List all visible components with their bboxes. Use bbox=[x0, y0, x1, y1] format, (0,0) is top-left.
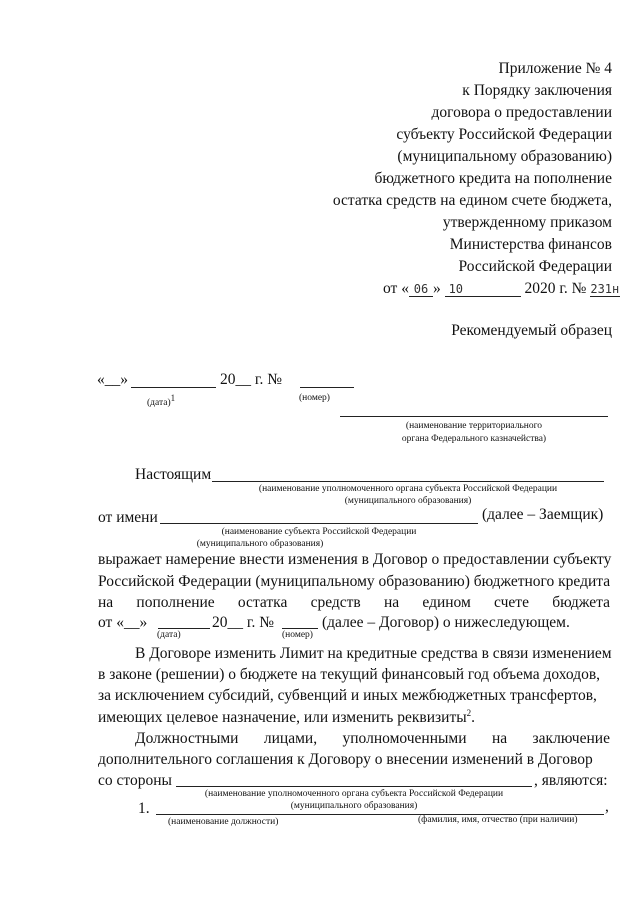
header-line-6: бюджетного кредита на пополнение bbox=[374, 170, 612, 187]
para1-number-line bbox=[282, 628, 318, 629]
header-line-3: договора о предоставлении bbox=[431, 104, 612, 121]
para1-line2: Российской Федерации (муниципальному образованию) бюджетного кредита bbox=[98, 573, 611, 590]
number-caption: (номер) bbox=[299, 393, 330, 403]
order-date-line bbox=[383, 280, 620, 298]
para2-line4: имеющих целевое назначение, или изменить реквизиты$^2$. bbox=[98, 708, 476, 727]
para2-line1: В Договоре изменить Лимит на кредитные средства в связи изменением bbox=[135, 645, 612, 662]
para1-end: (далее – Договор) о нижеследующем. bbox=[322, 614, 570, 631]
recommended-sample: Рекомендуемый образец bbox=[451, 322, 612, 339]
para1-date-line bbox=[158, 628, 210, 629]
treasury-caption-1: (наименование территориального bbox=[405, 421, 543, 431]
para1-year: 20__ г. № bbox=[212, 614, 275, 631]
side-caption-1: (наименование уполномоченного органа субъекта Российской Федерации bbox=[204, 789, 504, 799]
para1-line3 bbox=[98, 594, 610, 612]
date-caption: (дата)1 bbox=[147, 393, 176, 409]
date-quote: «__» bbox=[97, 371, 128, 388]
word: остатка bbox=[237, 594, 288, 611]
date-year-number: 20__ г. № bbox=[220, 371, 283, 388]
para1-number-caption: (номер) bbox=[282, 630, 313, 640]
para2-line2: в законе (решении) о бюджете на текущий финансовый год объема доходов, bbox=[98, 666, 601, 683]
organ-caption-2: (муниципального образования) bbox=[344, 496, 472, 506]
item-1-number: 1. bbox=[138, 800, 150, 817]
number-line bbox=[300, 387, 354, 388]
para1-line1: выражает намерение внести изменения в Договор о предоставлении субъекту bbox=[98, 551, 612, 568]
order-year: 2020 г. № bbox=[524, 280, 587, 297]
header-line-1: Приложение № 4 bbox=[498, 60, 612, 77]
word: едином bbox=[422, 594, 471, 611]
header-line-4: субъекту Российской Федерации bbox=[396, 126, 612, 143]
word: счете bbox=[494, 594, 529, 611]
header-line-5: (муниципальному образованию) bbox=[397, 148, 612, 165]
ot-imeni: от имени bbox=[98, 509, 158, 526]
subject-line bbox=[160, 523, 478, 524]
word: пополнение bbox=[136, 594, 215, 611]
header-line-8: утвержденному приказом bbox=[442, 214, 612, 231]
date-line bbox=[131, 387, 216, 388]
item-1-comma: , bbox=[605, 798, 609, 815]
nastoyashchim: Настоящим bbox=[135, 466, 212, 483]
word: на bbox=[383, 594, 400, 611]
treasury-line bbox=[340, 416, 608, 417]
order-prefix: от « bbox=[383, 280, 409, 297]
side-caption-2: (муниципального образования) bbox=[290, 801, 418, 811]
treasury-caption-2: органа Федерального казначейства) bbox=[401, 434, 547, 444]
zaemshchik: (далее – Заемщик) bbox=[482, 506, 604, 523]
order-day: 06 bbox=[409, 282, 433, 297]
para1-ot: от «__» bbox=[98, 614, 148, 631]
para1-date-caption: (дата) bbox=[157, 630, 181, 640]
order-mid: » bbox=[432, 280, 441, 297]
header-line-7: остатка средств на едином счете бюджета, bbox=[332, 192, 612, 209]
header-line-9: Министерства финансов bbox=[449, 236, 612, 253]
order-month: 10 bbox=[445, 282, 521, 297]
subject-caption-1: (наименование субъекта Российской Федерации bbox=[221, 527, 417, 537]
word: на bbox=[491, 730, 508, 747]
so-storony: со стороны bbox=[98, 772, 172, 789]
fio-caption: (фамилия, имя, отчество (при наличии) bbox=[418, 815, 578, 825]
side-line bbox=[176, 786, 532, 787]
order-number: 231н bbox=[590, 282, 620, 296]
organ-caption-1: (наименование уполномоченного органа субъекта Российской Федерации bbox=[258, 484, 558, 494]
word: на bbox=[98, 594, 114, 611]
position-caption: (наименование должности) bbox=[168, 817, 279, 827]
header-line-10: Российской Федерации bbox=[458, 258, 612, 275]
para3-line2: дополнительного соглашения к Договору о внесении изменений в Договор bbox=[98, 751, 593, 768]
header-line-2: к Порядку заключения bbox=[462, 82, 612, 99]
word: лицами, bbox=[263, 730, 318, 747]
organ-line bbox=[212, 481, 604, 482]
word: заключение bbox=[532, 730, 610, 747]
word: Должностными bbox=[135, 730, 239, 747]
word: уполномоченными bbox=[342, 730, 467, 747]
para2-line3: за исключением субсидий, субвенций и иных межбюджетных трансфертов, bbox=[98, 687, 597, 704]
word: средств bbox=[310, 594, 361, 611]
para3-line1 bbox=[135, 730, 610, 748]
subject-caption-2: (муниципального образования) bbox=[196, 539, 324, 549]
yavlyayutsya: , являются: bbox=[534, 772, 608, 789]
word: бюджета bbox=[552, 594, 610, 611]
